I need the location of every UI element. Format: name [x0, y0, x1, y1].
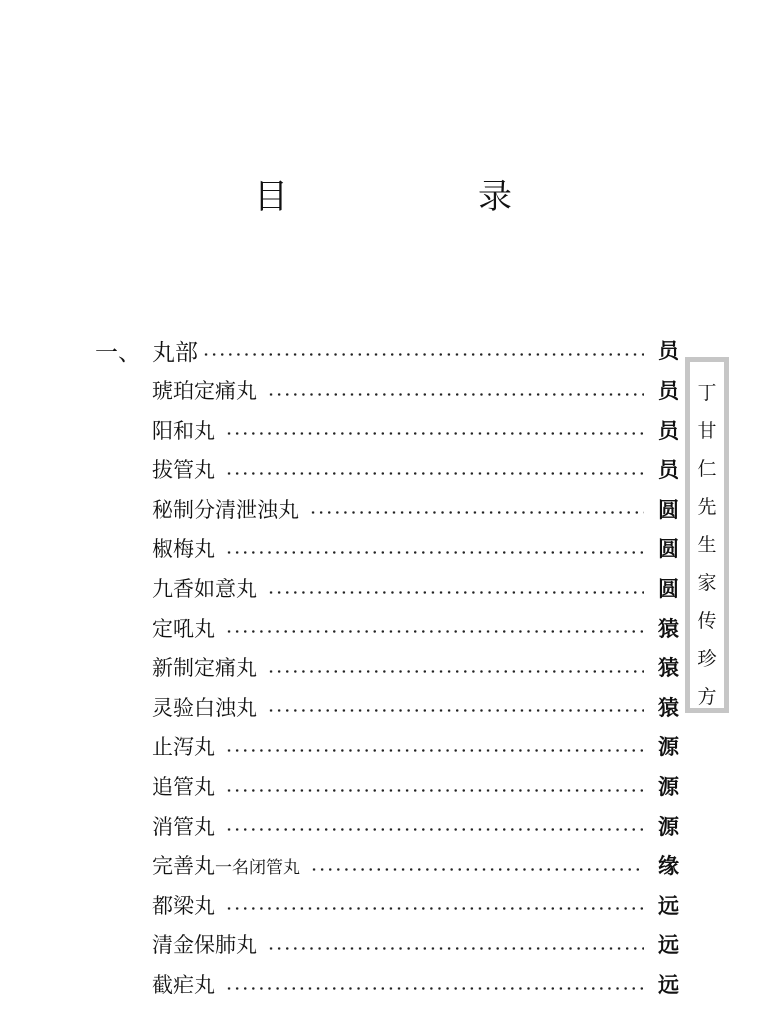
toc-entry-row[interactable] — [152, 845, 682, 885]
dot-leader — [309, 511, 644, 514]
dot-leader — [225, 472, 644, 475]
dot-leader — [267, 709, 644, 712]
entry-name-text: 消管丸 — [152, 814, 215, 839]
toc-entry-row[interactable] — [152, 924, 682, 964]
entry-name-text: 定吼丸 — [152, 616, 215, 641]
toc-entry-row[interactable] — [152, 489, 682, 529]
dot-leader — [225, 749, 644, 752]
page-number: 源 — [658, 774, 679, 799]
dot-leader — [225, 551, 644, 554]
toc-entry-row[interactable] — [152, 885, 682, 925]
entry-name — [152, 811, 225, 841]
entry-name — [152, 573, 267, 603]
entry-alias-note: 一名闭管丸 — [215, 858, 300, 879]
entry-name-text: 完善丸 — [152, 854, 215, 879]
page-number: 员 — [658, 417, 679, 443]
entry-name-text: 琥珀定痛丸 — [152, 379, 257, 403]
entry-name — [152, 929, 267, 959]
entry-name — [152, 731, 225, 761]
entry-name — [152, 652, 267, 682]
page-number: 源 — [658, 813, 679, 839]
page-number: 猿 — [658, 655, 679, 681]
entry-name — [152, 533, 225, 563]
toc-entry-row[interactable] — [152, 806, 682, 846]
entry-name-text: 九香如意丸 — [152, 577, 257, 601]
page-number: 员 — [658, 457, 679, 483]
page-number: 圆 — [658, 496, 679, 522]
page-number: 猿 — [658, 615, 679, 641]
section-number: 一、 — [95, 339, 141, 366]
entry-name-text: 截疟丸 — [152, 973, 215, 997]
entry-name — [152, 890, 225, 920]
entry-name — [152, 969, 225, 999]
page-number: 员 — [658, 378, 679, 403]
entry-name-text: 追管丸 — [152, 775, 215, 799]
side-label-char: 珍 — [697, 648, 717, 670]
entry-name-text: 清金保肺丸 — [152, 933, 257, 958]
toc-entry-row[interactable] — [152, 370, 682, 410]
dot-leader — [267, 393, 644, 396]
page-number: 远 — [658, 892, 679, 918]
page-number: 远 — [658, 972, 679, 997]
toc-entry-row[interactable] — [152, 687, 682, 727]
side-label-char: 丁 — [697, 382, 717, 404]
side-label-char: 仁 — [697, 458, 717, 480]
toc-entry-row[interactable] — [152, 410, 682, 450]
book-title-side-label — [685, 357, 729, 713]
page-number: 圆 — [658, 576, 679, 601]
page-title: 目 录 — [254, 177, 590, 217]
entry-name-text: 拔管丸 — [152, 458, 215, 483]
page-number: 远 — [658, 932, 679, 958]
toc-entry-row[interactable] — [152, 766, 682, 806]
entry-name — [152, 375, 267, 405]
entry-name — [152, 771, 225, 801]
dot-leader — [225, 630, 644, 633]
entry-name — [152, 415, 225, 445]
side-label-char: 家 — [697, 572, 717, 594]
page-number: 圆 — [658, 536, 679, 562]
entry-name — [152, 494, 309, 524]
dot-leader — [225, 828, 644, 831]
page-number: 缘 — [658, 853, 679, 879]
dot-leader — [225, 987, 644, 990]
entry-name-text: 止泻丸 — [152, 735, 215, 760]
side-label-char: 先 — [697, 496, 717, 518]
side-label-char: 生 — [697, 534, 717, 556]
toc-entry-row[interactable] — [152, 647, 682, 687]
side-label-char: 方 — [697, 686, 717, 708]
entry-name-text: 椒梅丸 — [152, 537, 215, 562]
side-label-char: 甘 — [697, 420, 717, 442]
dot-leader — [225, 907, 644, 910]
dot-leader — [267, 947, 644, 950]
entry-name — [152, 850, 310, 880]
toc-section-row[interactable] — [95, 330, 682, 370]
dot-leader — [225, 432, 644, 435]
toc-entry-row[interactable] — [152, 964, 682, 1004]
entry-name-text: 阳和丸 — [152, 418, 215, 443]
toc-entry-row[interactable] — [152, 568, 682, 608]
toc-entry-row[interactable] — [152, 726, 682, 766]
page-number: 猿 — [658, 694, 679, 720]
page-number: 源 — [658, 734, 679, 760]
dot-leader — [310, 868, 644, 871]
entry-name-text: 新制定痛丸 — [152, 656, 257, 681]
toc-entry-row[interactable] — [152, 449, 682, 489]
toc-entry-row[interactable] — [152, 608, 682, 648]
entry-name — [152, 613, 225, 643]
dot-leader — [202, 353, 644, 356]
page-number: 员 — [658, 338, 679, 363]
dot-leader — [267, 670, 644, 673]
dot-leader — [267, 591, 644, 594]
toc-entry-row[interactable] — [152, 528, 682, 568]
entry-name-text: 秘制分清泄浊丸 — [152, 497, 299, 522]
dot-leader — [225, 789, 644, 792]
entry-name — [152, 454, 225, 484]
section-title: 丸部 — [152, 339, 198, 366]
side-label-char: 传 — [697, 610, 717, 632]
entry-name-text: 灵验白浊丸 — [152, 695, 257, 720]
entry-name — [152, 692, 267, 722]
entry-name-text: 都梁丸 — [152, 893, 215, 918]
